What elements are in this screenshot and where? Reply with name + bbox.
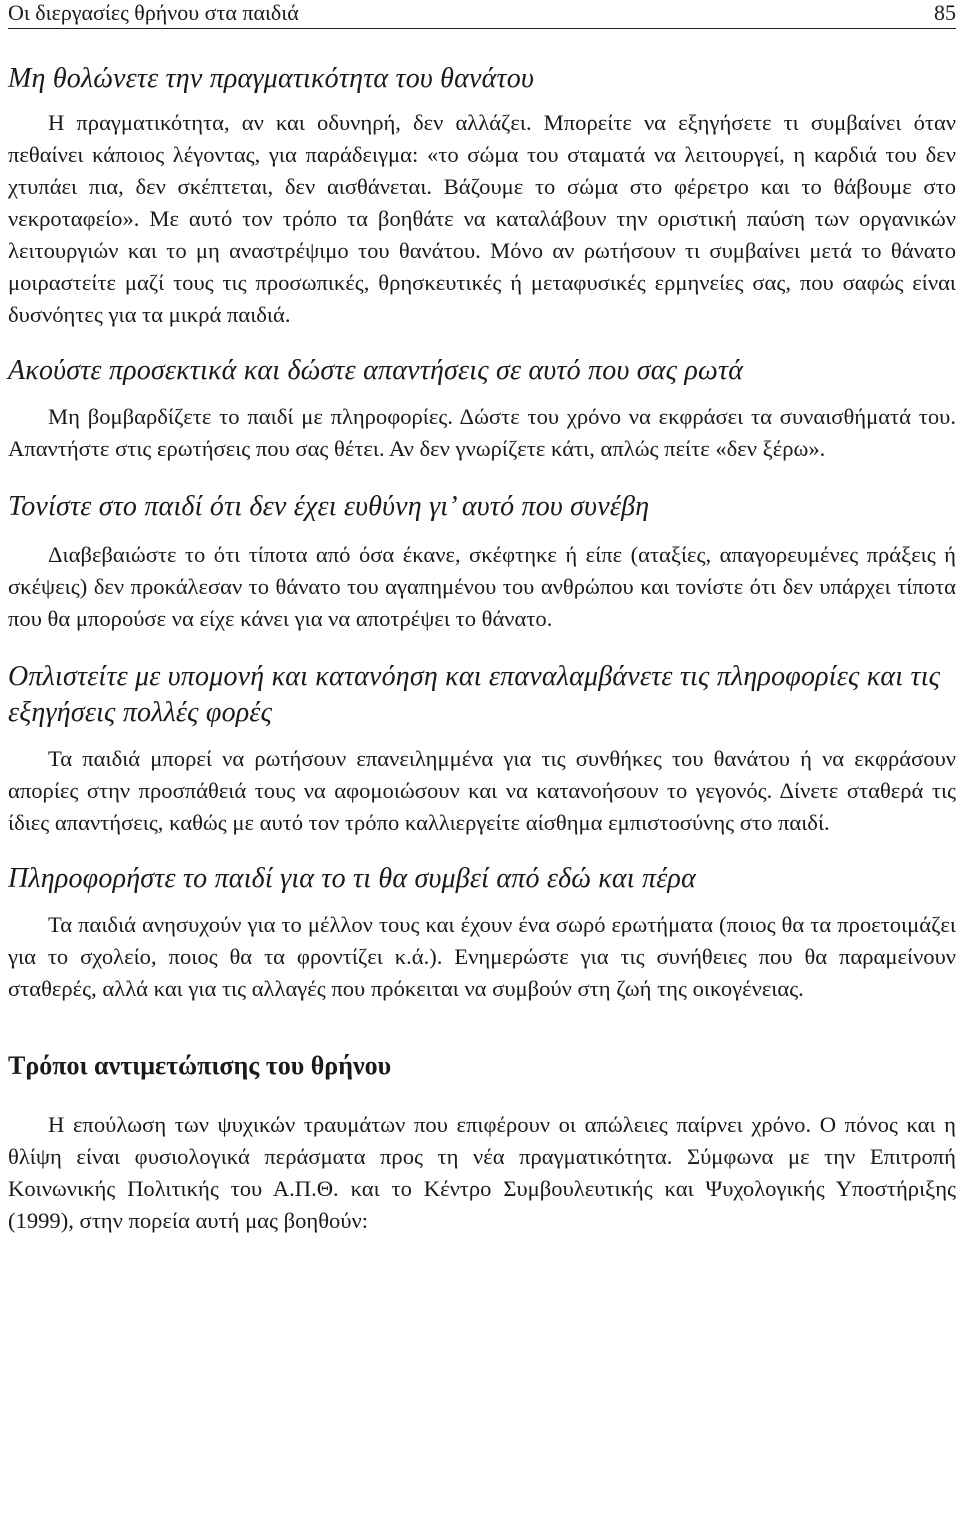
section-paragraph: Διαβεβαιώστε το ότι τίποτα από όσα έκανε, σκέφτηκε ή είπε (αταξίες, απαγορευμένες πράξεις ή σκέψεις) δεν προκάλεσαν το θάνατο του αγαπημένου του ανθρώπου και τονίστε ότι δεν υπάρχει τίποτα που θα μπορούσε να είχε κάνει για να αποτρέψει το θάνατο. (8, 542, 956, 631)
section-heading: Ακούστε προσεκτικά και δώστε απαντήσεις σε αυτό που σας ρωτά (8, 355, 744, 386)
section-paragraph: Μη βομβαρδίζετε το παιδί με πληροφορίες. Δώστε του χρόνο να εκφράσει τα συναισθήματά του. Απαντήστε στις ερωτήσεις που σας θέτει. Αν δεν γνωρίζετε κάτι, απλώς πείτε «δεν ξέρω». (8, 404, 956, 461)
section-paragraph: Η πραγματικότητα, αν και οδυνηρή, δεν αλλάζει. Μπορείτε να εξηγήσετε τι συμβαίνει όταν πεθαίνει κάποιος λέγοντας, για παράδειγμα: «το σώμα του σταματά να λειτουργεί, η καρδιά του δεν χτυπάει πια, δεν σκέπτεται, δεν αισθάνεται. Βάζουμε το σώμα στο φέρετρο και το θάβουμε στο νεκροταφείο». Με αυτό τον τρόπο τα βοηθάτε να καταλάβουν την οριστική παύση των οργανικών λειτουργιών και το μη αναστρέψιμο του θανάτου. Μόνο αν ρωτήσουν τι συμβαίνει μετά το θάνατο μοιραστείτε μαζί τους τις προσωπικές, θρησκευτικές ή μεταφυσικές ερμηνείες σας, που σαφώς είναι δυσνόητες για τα μικρά παιδιά. (8, 110, 956, 327)
running-header (8, 0, 956, 29)
section-heading: Τονίστε στο παιδί ότι δεν έχει ευθύνη γι’ αυτό που συνέβη (8, 491, 650, 522)
section-paragraph: Η επούλωση των ψυχικών τραυμάτων που επιφέρουν οι απώλειες παίρνει χρόνο. Ο πόνος και η θλίψη είναι φυσιολογικά περάσματα προς τη νέα πραγματικότητα. Σύμφωνα με την Επιτροπή Κοινωνικής Πολιτικής του Α.Π.Θ. και το Κέντρο Συμβουλευτικής και Ψυχολογικής Υποστήριξης (1999), στην πορεία αυτή μας βοηθούν: (8, 1112, 956, 1233)
section-paragraph: Τα παιδιά μπορεί να ρωτήσουν επανειλημμένα για τις συνθήκες του θανάτου ή να εκφράσουν απορίες στην προσπάθειά τους να αφομοιώσουν και να κατανοήσουν το γεγονός. Δίνετε σταθερά τις ίδιες απαντήσεις, καθώς με αυτό τον τρόπο καλλιεργείτε αίσθημα εμπιστοσύνης στο παιδί. (8, 746, 956, 835)
section-heading: Οπλιστείτε με υπομονή και κατανόηση και επαναλαμβάνετε τις πληροφορίες και τις εξηγήσεις πολλές φορές (8, 661, 941, 728)
page-number: 85 (934, 0, 956, 25)
section-paragraph: Τα παιδιά ανησυχούν για το μέλλον τους και έχουν ένα σωρό ερωτήματα (ποιος θα τα προετοιμάζει για το σχολείο, ποιος θα τα φροντίζει κ.ά.). Ενημερώστε για τις συνήθειες που θα παραμείνουν σταθερές, αλλά και για τις αλλαγές που πρόκειται να συμβούν στη ζωή της οικογένειας. (8, 912, 956, 1001)
running-title: Οι διεργασίες θρήνου στα παιδιά (8, 0, 299, 25)
document-page (8, 0, 956, 1237)
section-heading: Πληροφορήστε το παιδί για το τι θα συμβεί από εδώ και πέρα (8, 863, 696, 894)
section-heading: Μη θολώνετε την πραγματικότητα του θανάτου (8, 63, 535, 94)
chapter-subheading: Τρόποι αντιμετώπισης του θρήνου (8, 1051, 392, 1080)
